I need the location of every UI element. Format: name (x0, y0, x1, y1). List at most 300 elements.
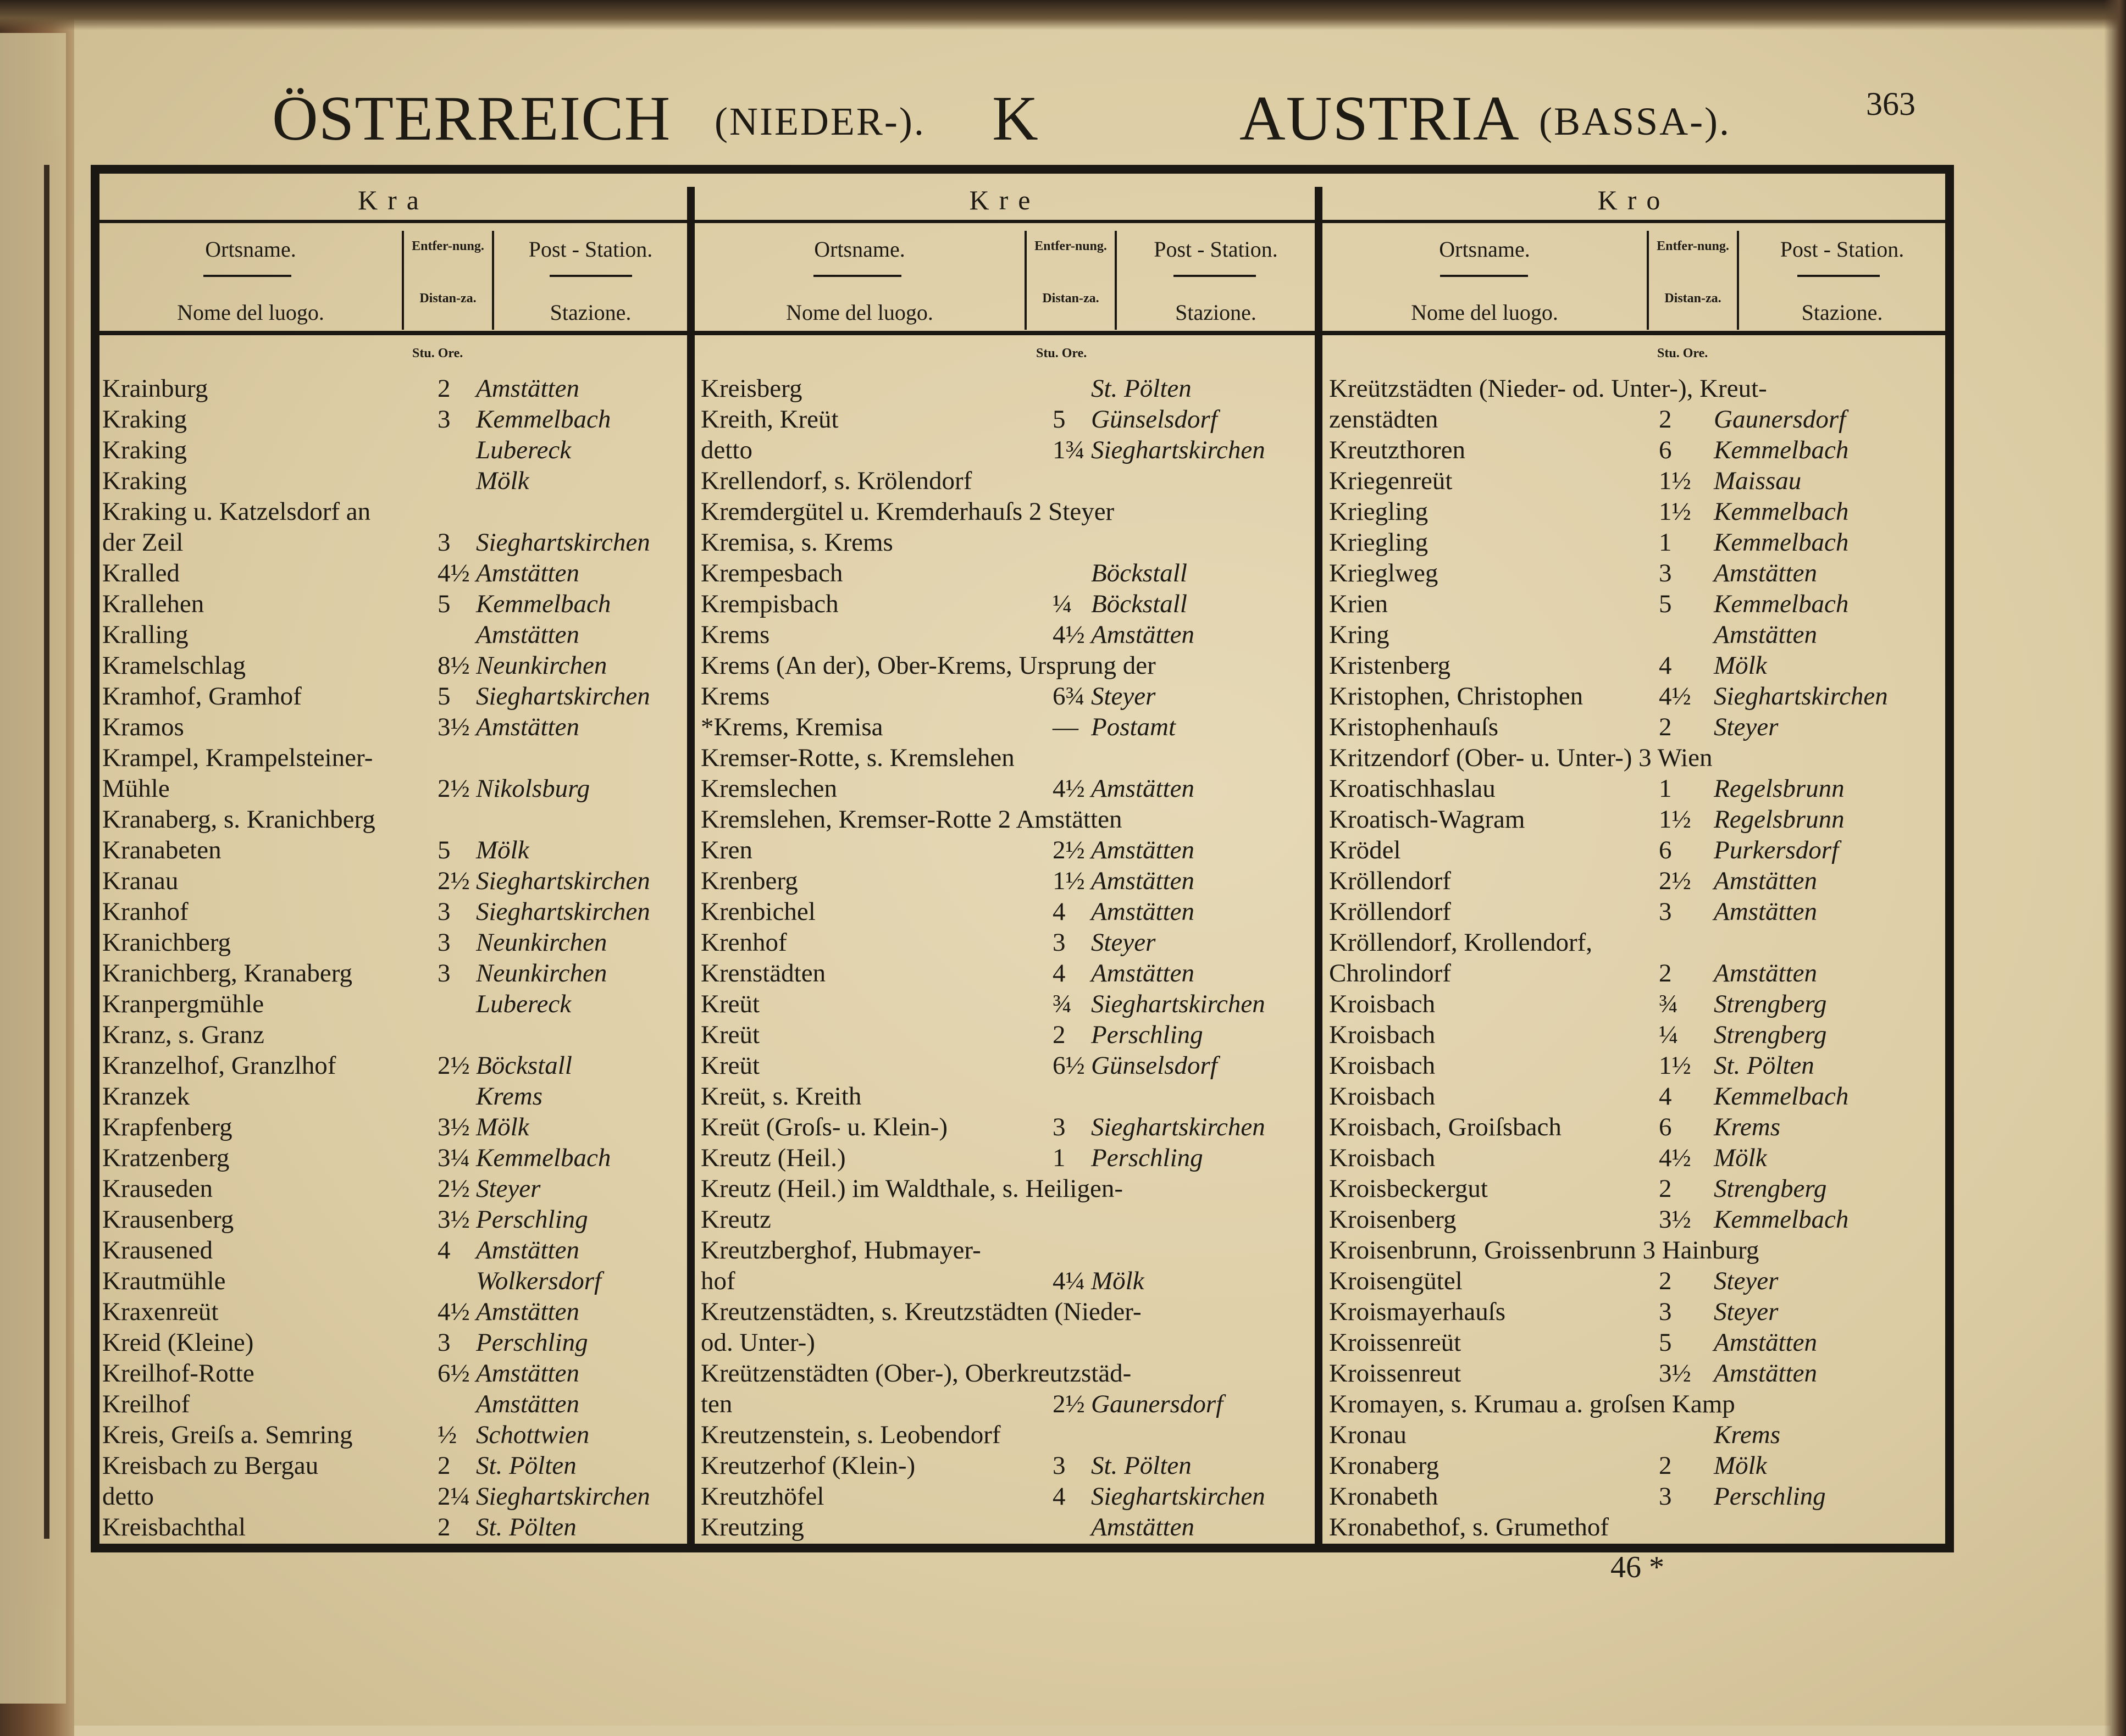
post-station: Amstätten (1714, 867, 1817, 895)
post-station: Steyer (476, 1174, 541, 1203)
distance: 3 (438, 928, 451, 957)
distance: 4 (1659, 651, 1672, 680)
post-station: Amstätten (476, 713, 579, 741)
place-name: Krems (701, 682, 770, 711)
ortsname-de-2: Ortsname. (814, 237, 905, 262)
distance: 2½ (1659, 867, 1691, 895)
place-name: Kranzek (102, 1082, 190, 1111)
distance: 2 (1659, 1174, 1672, 1203)
distance: 3½ (438, 1113, 470, 1141)
place-name: Kreüt (Groſs- u. Klein-) (701, 1113, 948, 1141)
distance: 3 (1053, 928, 1066, 957)
entry-text: Kreutzenstädten, s. Kreutzstädten (Nieder- (701, 1297, 1142, 1326)
entry-text: Kraking u. Katzelsdorf an (102, 497, 371, 526)
stazione-it-1: Stazione. (550, 300, 632, 325)
distance: 4 (1053, 1482, 1066, 1511)
place-name: Kriegling (1329, 497, 1429, 526)
post-station: Mölk (1714, 651, 1767, 680)
place-name: Kreüt (701, 1051, 760, 1080)
distance: 2 (1659, 1267, 1672, 1295)
place-name: Kranabeten (102, 836, 222, 864)
post-station: St. Pölten (1091, 374, 1192, 403)
post-station: Sieghartskirchen (476, 1482, 650, 1511)
title-left-sub: (NIEDER-). (715, 99, 926, 143)
distance: 6 (1659, 1113, 1672, 1141)
distance: ¾ (1659, 990, 1679, 1018)
distance: ½ (438, 1421, 457, 1449)
entry-text: Kroisenbrunn, Groissenbrunn 3 Hainburg (1329, 1236, 1759, 1264)
entry-text: Krems (An der), Ober-Krems, Ursprung der (701, 651, 1156, 680)
entry-text: Kreutz (Heil.) im Waldthale, s. Heiligen- (701, 1174, 1123, 1203)
place-name: Kramelschlag (102, 651, 246, 680)
place-name: Krainburg (102, 374, 208, 403)
distance: 5 (438, 590, 451, 618)
post-station: Amstätten (476, 1236, 579, 1264)
distance: 2 (1659, 405, 1672, 434)
place-name: Kriegenreüt (1329, 467, 1453, 495)
place-name: hof (701, 1267, 735, 1295)
place-name: Kronabeth (1329, 1482, 1438, 1511)
distance: 6½ (1053, 1051, 1085, 1080)
distance: 5 (1659, 590, 1672, 618)
distance: 4½ (1053, 774, 1085, 803)
post-station: Sieghartskirchen (1091, 436, 1265, 464)
title-right-sub: (BASSA-). (1539, 99, 1731, 143)
post-station: Regelsbrunn (1714, 805, 1845, 834)
post-station: Sieghartskirchen (1091, 990, 1265, 1018)
place-name: Kronaberg (1329, 1451, 1440, 1480)
page-header (0, 82, 2126, 170)
header-subrule (813, 275, 901, 277)
post-station: St. Pölten (476, 1513, 577, 1541)
place-name: Krausenberg (102, 1205, 234, 1234)
distance: 4½ (1659, 682, 1691, 711)
place-name: Kroissenreüt (1329, 1328, 1461, 1357)
units-label-1: Stu. Ore. (412, 346, 463, 360)
post-station: Perschling (476, 1328, 588, 1357)
place-name: Krenberg (701, 867, 798, 895)
distance: 2½ (438, 867, 470, 895)
post-station: Kemmelbach (476, 1144, 611, 1172)
place-name: Kralled (102, 559, 180, 587)
post-station: Lubereck (476, 990, 572, 1018)
place-name: Kreutzhöfel (701, 1482, 824, 1511)
distance: — (1053, 713, 1078, 741)
post-station: Amstätten (1091, 836, 1194, 864)
units-label-2: Stu. Ore. (1036, 346, 1087, 360)
page-right-edge (2104, 0, 2126, 1736)
post-station: Böckstall (1091, 559, 1187, 587)
distance: 2 (1659, 1451, 1672, 1480)
distance: 1 (1659, 528, 1672, 557)
post-station: Amstätten (1714, 959, 1817, 988)
place-name: Kroisbach (1329, 1020, 1436, 1049)
post-station: Amstätten (1714, 897, 1817, 926)
post-station-de-1: Post - Station. (528, 237, 653, 262)
place-name: Kreisbach zu Bergau (102, 1451, 319, 1480)
distance: 4 (1053, 897, 1066, 926)
entry-text: Kremser-Rotte, s. Kremslehen (701, 744, 1015, 772)
place-name: Kreisberg (701, 374, 802, 403)
entry-text: Kromayen, s. Krumau a. groſsen Kamp (1329, 1390, 1735, 1418)
header-bottom-rule (99, 331, 1945, 335)
post-station: Neunkirchen (476, 651, 607, 680)
place-name: Krien (1329, 590, 1388, 618)
post-station: Amstätten (1091, 867, 1194, 895)
post-station: Amstätten (476, 620, 579, 649)
post-station: Perschling (1091, 1144, 1203, 1172)
post-station: Mölk (476, 1113, 529, 1141)
entry-text: Kreutzberghof, Hubmayer- (701, 1236, 981, 1264)
post-station: Perschling (1091, 1020, 1203, 1049)
post-station: Amstätten (476, 559, 579, 587)
place-name: Krems (701, 620, 770, 649)
post-station: Böckstall (476, 1051, 572, 1080)
post-station: Lubereck (476, 436, 572, 464)
signature-mark: 46 * (1610, 1550, 1664, 1584)
post-station: Günselsdorf (1091, 405, 1217, 434)
distance: 1 (1053, 1144, 1066, 1172)
place-name: Kreilhof-Rotte (102, 1359, 254, 1388)
distance: 3 (1053, 1451, 1066, 1480)
distance: 3 (1659, 1297, 1672, 1326)
table-frame (91, 165, 1954, 1552)
ortsname-it-3: Nome del luogo. (1411, 300, 1558, 325)
post-station: Sieghartskirchen (1714, 682, 1888, 711)
post-station: Sieghartskirchen (1091, 1482, 1265, 1511)
post-station: Sieghartskirchen (476, 867, 650, 895)
entry-text: Krellendorf, s. Krölendorf (701, 467, 972, 495)
place-name: Kröllendorf (1329, 897, 1451, 926)
entry-text: Kranz, s. Granz (102, 1020, 264, 1049)
post-station: Amstätten (1714, 620, 1817, 649)
entfernung-de-1: Entfer-nung. (412, 239, 484, 253)
distance: 1½ (1659, 1051, 1691, 1080)
distance: ¼ (1053, 590, 1072, 618)
distance: 5 (438, 836, 451, 864)
post-station: Krems (1714, 1113, 1780, 1141)
place-name: Kratzenberg (102, 1144, 230, 1172)
place-name: Kroisengütel (1329, 1267, 1463, 1295)
distance: 4¼ (1053, 1267, 1085, 1295)
place-name: Kramhof, Gramhof (102, 682, 302, 711)
distance: 2 (1659, 713, 1672, 741)
distanza-it-3: Distan-za. (1664, 291, 1721, 306)
distance: 1½ (1053, 867, 1085, 895)
distance: 4½ (1053, 620, 1085, 649)
post-station: Amstätten (1091, 774, 1194, 803)
page-number: 363 (1866, 86, 1915, 122)
place-name: Kranau (102, 867, 179, 895)
distance: 2 (438, 1513, 451, 1541)
post-station: Amstätten (1714, 1328, 1817, 1357)
post-station: Maissau (1714, 467, 1802, 495)
place-name: Kreutzthoren (1329, 436, 1465, 464)
place-name: Kren (701, 836, 752, 864)
distance: 4 (1053, 959, 1066, 988)
distance: 1¾ (1053, 436, 1085, 464)
place-name: Kranpergmühle (102, 990, 264, 1018)
place-name: Kraking (102, 405, 187, 434)
section-rule (99, 220, 1945, 223)
post-station: Günselsdorf (1091, 1051, 1217, 1080)
place-name: Kranzelhof, Granzlhof (102, 1051, 336, 1080)
place-name: Kriegling (1329, 528, 1429, 557)
distance: 2 (438, 374, 451, 403)
distance: 6¾ (1053, 682, 1085, 711)
entry-text: Kranaberg, s. Kranichberg (102, 805, 375, 834)
place-name: Kröllendorf (1329, 867, 1451, 895)
place-name: Kreutzerhof (Klein-) (701, 1451, 916, 1480)
distance: 2 (1053, 1020, 1066, 1049)
place-name: Krallehen (102, 590, 204, 618)
column-divider-1 (687, 187, 695, 1544)
place-name: Kroissenreut (1329, 1359, 1461, 1388)
place-name: Kreutzing (701, 1513, 804, 1541)
place-name: Kring (1329, 620, 1389, 649)
place-name: Kroisbach, Groiſsbach (1329, 1113, 1562, 1141)
distance: 3 (1659, 1482, 1672, 1511)
distanza-it-2: Distan-za. (1042, 291, 1099, 306)
entry-text: Kremdergütel u. Kremderhauſs 2 Steyer (701, 497, 1115, 526)
place-name: Kroismayerhauſs (1329, 1297, 1506, 1326)
place-name: detto (102, 1482, 154, 1511)
place-name: Kristenberg (1329, 651, 1451, 680)
distance: 5 (438, 682, 451, 711)
post-station: Amstätten (1714, 559, 1817, 587)
header-subrule (203, 275, 291, 277)
place-name: Chrolindorf (1329, 959, 1451, 988)
distance: 2½ (438, 1174, 470, 1203)
distance: ¾ (1053, 990, 1072, 1018)
distance: 2½ (1053, 1390, 1085, 1418)
place-name: Kranichberg (102, 928, 231, 957)
entry-text: Kreützenstädten (Ober-), Oberkreutzstäd- (701, 1359, 1132, 1388)
place-name: Kroisbach (1329, 1082, 1436, 1111)
place-name: *Krems, Kremisa (701, 713, 883, 741)
title-letter: K (992, 84, 1039, 154)
entry-text: Kronabethof, s. Grumethof (1329, 1513, 1609, 1541)
header-subrule (1173, 275, 1256, 277)
post-station: Steyer (1091, 682, 1156, 711)
distance: 3 (438, 959, 451, 988)
post-station: Kemmelbach (1714, 590, 1849, 618)
stazione-it-2: Stazione. (1175, 300, 1256, 325)
distance: 3 (438, 528, 451, 557)
distance: 2½ (438, 774, 470, 803)
place-name: Krenstädten (701, 959, 826, 988)
post-station: Steyer (1714, 1297, 1779, 1326)
post-station: Amstätten (476, 1359, 579, 1388)
place-name: Kreisbachthal (102, 1513, 246, 1541)
post-station: Kemmelbach (1714, 1205, 1849, 1234)
post-station: Neunkirchen (476, 959, 607, 988)
distance: 4 (438, 1236, 451, 1264)
post-station: Nikolsburg (476, 774, 590, 803)
post-station: Schottwien (476, 1421, 590, 1449)
distance: 2 (1659, 959, 1672, 988)
place-name: ten (701, 1390, 733, 1418)
place-name: Kronau (1329, 1421, 1407, 1449)
entry-text: Kremslehen, Kremser-Rotte 2 Amstätten (701, 805, 1122, 834)
distance: 3½ (438, 1205, 470, 1234)
place-name: Kralling (102, 620, 189, 649)
place-name: der Zeil (102, 528, 184, 557)
place-name: Kreüt (701, 990, 760, 1018)
post-station: Mölk (476, 467, 529, 495)
place-name: Kroisenberg (1329, 1205, 1457, 1234)
post-station: Amstätten (476, 374, 579, 403)
section-heading-kro: Kro (1597, 185, 1670, 215)
entry-text: od. Unter-) (701, 1328, 815, 1357)
post-station: Strengberg (1714, 1020, 1827, 1049)
post-station: Sieghartskirchen (476, 682, 650, 711)
place-name: Krenhof (701, 928, 787, 957)
distance: 2½ (438, 1051, 470, 1080)
place-name: detto (701, 436, 752, 464)
distance: 5 (1659, 1328, 1672, 1357)
ortsname-it-1: Nome del luogo. (177, 300, 324, 325)
distance: 3 (1659, 897, 1672, 926)
place-name: Kramos (102, 713, 184, 741)
entfernung-de-3: Entfer-nung. (1657, 239, 1729, 253)
post-station: Sieghartskirchen (476, 528, 650, 557)
post-station: Sieghartskirchen (476, 897, 650, 926)
place-name: Krautmühle (102, 1267, 226, 1295)
entry-text: Kreüt, s. Kreith (701, 1082, 862, 1111)
post-station: St. Pölten (1091, 1451, 1192, 1480)
column-divider-2 (1315, 187, 1322, 1544)
post-station: Amstätten (1091, 1513, 1194, 1541)
post-station: Amstätten (1714, 1359, 1817, 1388)
place-name: Kraxenreüt (102, 1297, 219, 1326)
entry-text: Kreutzenstein, s. Leobendorf (701, 1421, 1001, 1449)
entry-text: Kreutz (701, 1205, 771, 1234)
distance: 3 (1053, 1113, 1066, 1141)
place-name: Kranichberg, Kranaberg (102, 959, 353, 988)
post-station: Kemmelbach (476, 590, 611, 618)
place-name: Kranhof (102, 897, 189, 926)
place-name: zenstädten (1329, 405, 1438, 434)
post-station: Mölk (1714, 1451, 1767, 1480)
distance: 2¼ (438, 1482, 470, 1511)
header-subrule (1797, 275, 1880, 277)
post-station: St. Pölten (1714, 1051, 1814, 1080)
post-station: Sieghartskirchen (1091, 1113, 1265, 1141)
post-station: Kemmelbach (1714, 528, 1849, 557)
entry-text: Kröllendorf, Krollendorf, (1329, 928, 1592, 957)
title-right: AUSTRIA (1239, 84, 1520, 154)
place-name: Krapfenberg (102, 1113, 232, 1141)
distance: 3½ (438, 713, 470, 741)
ortsname-de-1: Ortsname. (205, 237, 296, 262)
post-station: Krems (476, 1082, 542, 1111)
place-name: Kreüt (701, 1020, 760, 1049)
post-station: Böckstall (1091, 590, 1187, 618)
place-name: Kreith, Kreüt (701, 405, 839, 434)
header-subrule (550, 275, 632, 277)
place-name: Kroatischhaslau (1329, 774, 1496, 803)
post-station: Kemmelbach (1714, 1082, 1849, 1111)
place-name: Kraking (102, 436, 187, 464)
place-name: Kroisbach (1329, 1144, 1436, 1172)
place-name: Kreid (Kleine) (102, 1328, 254, 1357)
place-name: Krausened (102, 1236, 213, 1264)
place-name: Krenbichel (701, 897, 816, 926)
post-station: Amstätten (476, 1390, 579, 1418)
place-name: Kroatisch-Wagram (1329, 805, 1525, 834)
stazione-it-3: Stazione. (1801, 300, 1883, 325)
post-station: Strengberg (1714, 1174, 1827, 1203)
distance: 5 (1053, 405, 1066, 434)
post-station: Wolkersdorf (476, 1267, 602, 1295)
distance: 4½ (438, 1297, 470, 1326)
entfernung-de-2: Entfer-nung. (1034, 239, 1107, 253)
distance: 3½ (1659, 1359, 1691, 1388)
section-heading-kre: Kre (969, 185, 1040, 215)
section-heading-kra: Kra (358, 185, 429, 215)
previous-page-edge (0, 33, 66, 1704)
distance: 4½ (1659, 1144, 1691, 1172)
post-station: Purkersdorf (1714, 836, 1839, 864)
place-name: Kroisbeckergut (1329, 1174, 1488, 1203)
distance: 3 (438, 1328, 451, 1357)
distance: 6½ (438, 1359, 470, 1388)
place-name: Krempisbach (701, 590, 839, 618)
title-left: ÖSTERREICH (272, 84, 671, 154)
post-station: Regelsbrunn (1714, 774, 1845, 803)
distance: 3 (438, 405, 451, 434)
distance: 2 (438, 1451, 451, 1480)
distance: 3¼ (438, 1144, 470, 1172)
ortsname-it-2: Nome del luogo. (786, 300, 933, 325)
place-name: Kroisbach (1329, 1051, 1436, 1080)
distance: 6 (1659, 436, 1672, 464)
place-name: Krempesbach (701, 559, 843, 587)
distance: 3 (438, 897, 451, 926)
page-top-edge (0, 0, 2126, 30)
post-station: Steyer (1091, 928, 1156, 957)
distance: 3 (1659, 559, 1672, 587)
place-name: Kreilhof (102, 1390, 190, 1418)
entry-text: Kremisa, s. Krems (701, 528, 893, 557)
post-station: Kemmelbach (1714, 436, 1849, 464)
distance: 1½ (1659, 805, 1691, 834)
post-station: Kemmelbach (1714, 497, 1849, 526)
post-station: Amstätten (1091, 959, 1194, 988)
place-name: Kraking (102, 467, 187, 495)
post-station: Neunkirchen (476, 928, 607, 957)
place-name: Krauseden (102, 1174, 213, 1203)
post-station: Amstätten (1091, 897, 1194, 926)
header-subrule (1440, 275, 1528, 277)
post-station: Perschling (1714, 1482, 1826, 1511)
post-station: Steyer (1714, 713, 1779, 741)
distance: 4½ (438, 559, 470, 587)
place-name: Kristophen, Christophen (1329, 682, 1584, 711)
distance: 1½ (1659, 467, 1691, 495)
distance: 1 (1659, 774, 1672, 803)
entry-text: Kritzendorf (Ober- u. Unter-) 3 Wien (1329, 744, 1713, 772)
post-station: Gaunersdorf (1714, 405, 1846, 434)
post-station: Mölk (1091, 1267, 1144, 1295)
post-station: Kemmelbach (476, 405, 611, 434)
distance: 1½ (1659, 497, 1691, 526)
post-station-de-2: Post - Station. (1154, 237, 1278, 262)
place-name: Kroisbach (1329, 990, 1436, 1018)
post-station: Amstätten (1091, 620, 1194, 649)
place-name: Kremslechen (701, 774, 837, 803)
